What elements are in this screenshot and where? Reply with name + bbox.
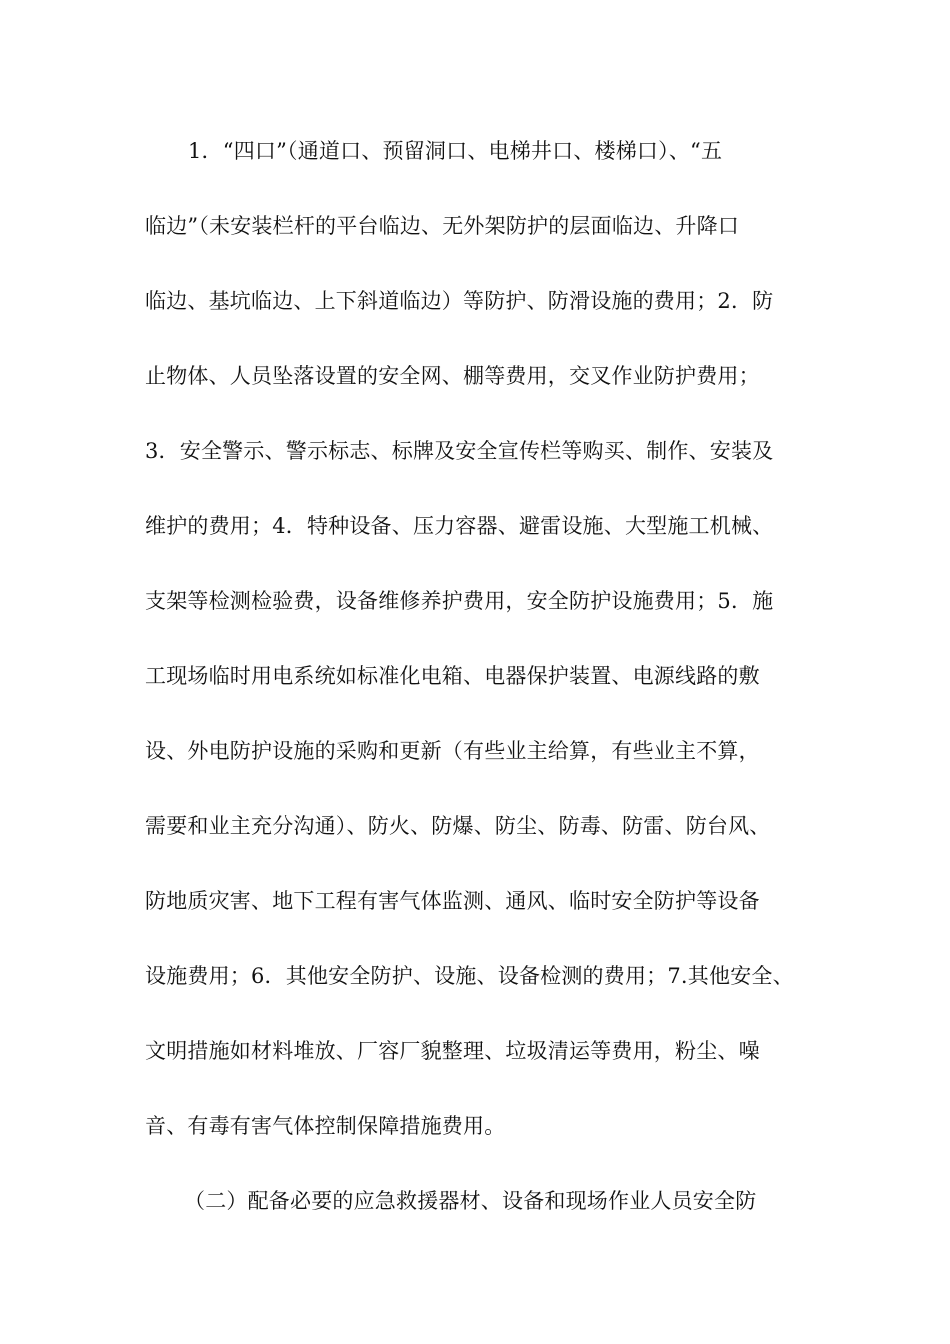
paragraph-line: 工现场临时用电系统如标准化电箱、电器保护装置、电源线路的敷 bbox=[145, 664, 760, 688]
paragraph-line: 临边”（未安装栏杆的平台临边、无外架防护的层面临边、升降口 bbox=[145, 214, 740, 238]
paragraph-line: 1．“四口”（通道口、预留洞口、电梯井口、楼梯口）、“五 bbox=[188, 139, 723, 163]
paragraph-line: 支架等检测检验费，设备维修养护费用，安全防护设施费用；5．施 bbox=[145, 589, 774, 613]
paragraph-line: 设施费用；6．其他安全防护、设施、设备检测的费用；7.其他安全、 bbox=[145, 964, 794, 988]
paragraph-line: 维护的费用；4．特种设备、压力容器、避雷设施、大型施工机械、 bbox=[145, 514, 774, 538]
paragraph-line: 防地质灾害、地下工程有害气体监测、通风、临时安全防护等设备 bbox=[145, 889, 760, 913]
paragraph-line: 临边、基坑临边、上下斜道临边）等防护、防滑设施的费用；2．防 bbox=[145, 289, 774, 313]
paragraph-line: 文明措施如材料堆放、厂容厂貌整理、垃圾清运等费用，粉尘、噪 bbox=[145, 1039, 760, 1063]
paragraph-line: 止物体、人员坠落设置的安全网、棚等费用，交叉作业防护费用； bbox=[145, 364, 760, 388]
paragraph-line: 3．安全警示、警示标志、标牌及安全宣传栏等购买、制作、安装及 bbox=[145, 439, 774, 463]
paragraph-line: 音、有毒有害气体控制保障措施费用。 bbox=[145, 1114, 506, 1138]
section-heading-line: （二）配备必要的应急救援器材、设备和现场作业人员安全防 bbox=[184, 1189, 757, 1213]
paragraph-line: 设、外电防护设施的采购和更新（有些业主给算，有些业主不算， bbox=[145, 739, 760, 763]
paragraph-line: 需要和业主充分沟通）、防火、防爆、防尘、防毒、防雷、防台风、 bbox=[145, 814, 771, 838]
